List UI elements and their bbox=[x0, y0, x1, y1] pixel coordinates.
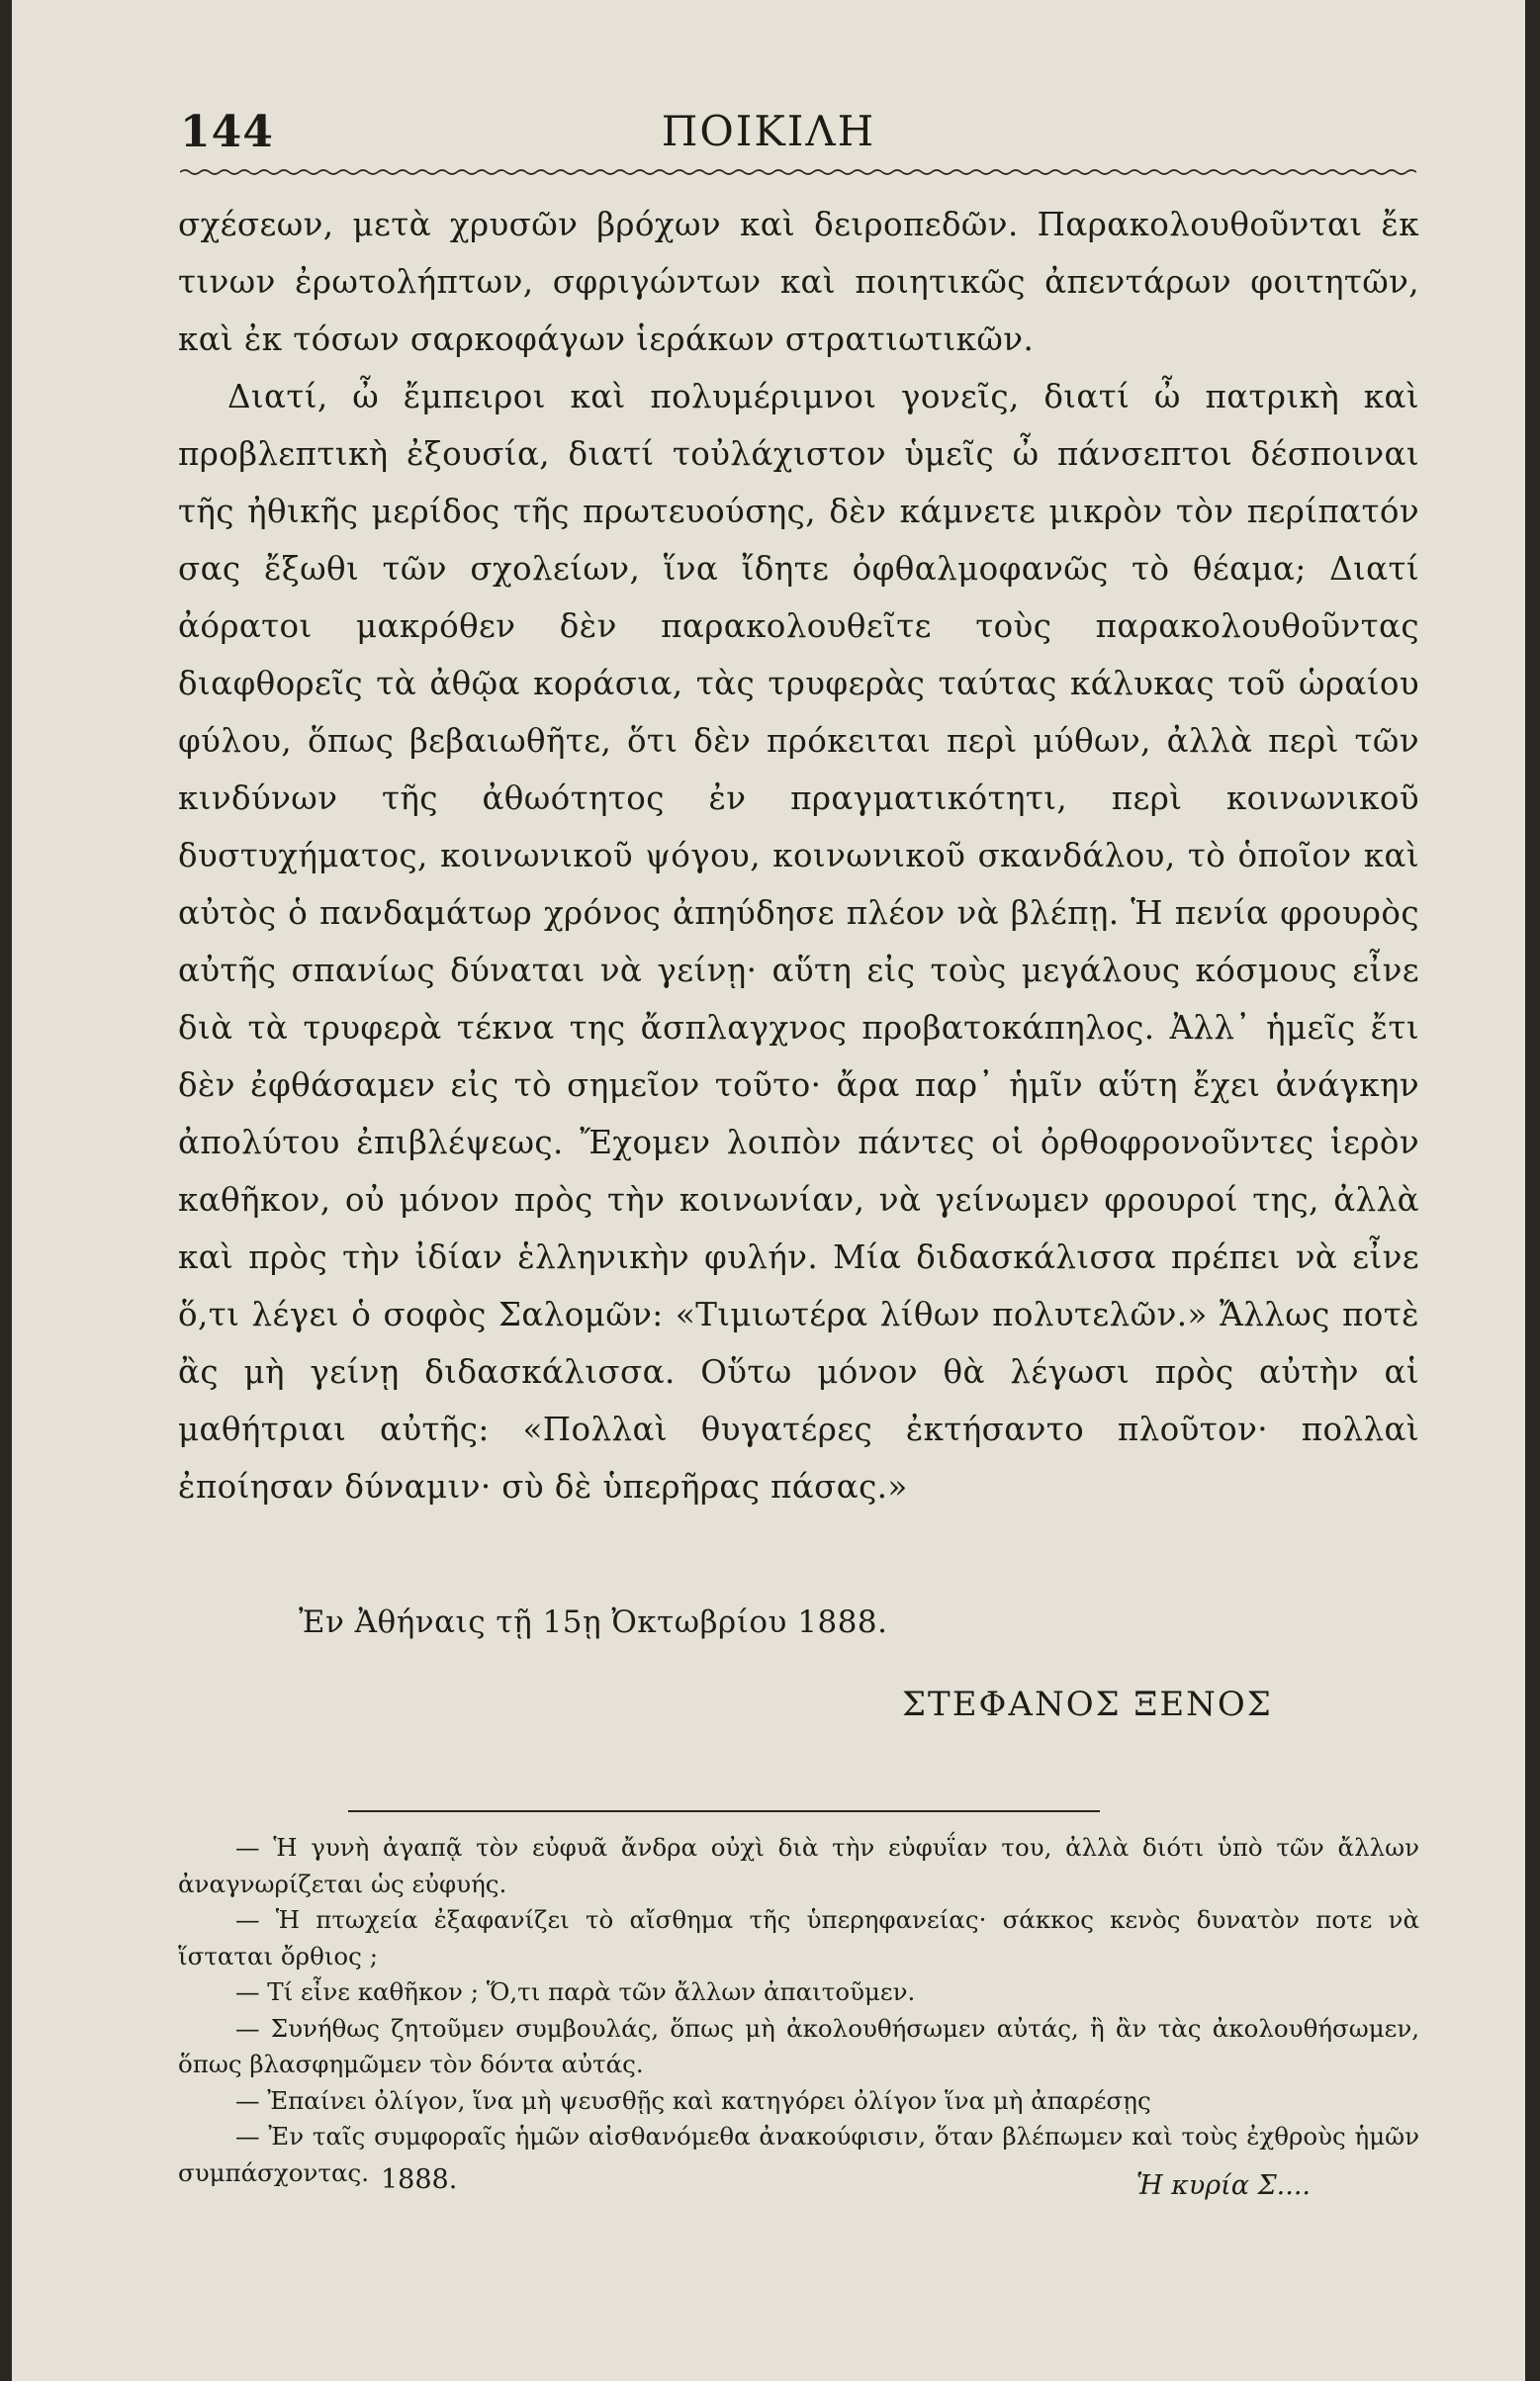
maxim: — Ἐπαίνει ὀλίγον, ἵνα μὴ ψευσθῇς καὶ κατηγόρει ὀλίγον ἵνα μὴ ἀπαρέσῃς bbox=[235, 2085, 1151, 2115]
maxim: — Συνήθως ζητοῦμεν συμβουλάς, ὅπως μὴ ἀκολουθήσωμεν αὐτάς, ἢ ἂν τὰς ἀκολουθήσωμεν, ὅπως βλασφημῶμεν τὸν δόντα αὐτάς. bbox=[178, 2013, 1419, 2078]
maxims-footer bbox=[178, 2164, 1419, 2204]
running-head: ΠΟΙΚΙΛΗ bbox=[661, 107, 876, 155]
dateline: Ἐν Ἀθήναις τῇ 15ῃ Ὀκτωβρίου 1888. bbox=[299, 1604, 888, 1640]
wavy-head-rule bbox=[180, 168, 1416, 176]
maxim: — Ἡ πτωχεία ἐξαφανίζει τὸ αἴσθημα τῆς ὑπερηφανείας· σάκκος κενὸς δυνατὸν ποτε νὰ ἵσταται ὄρθιος ; bbox=[178, 1905, 1419, 1970]
footer-author: Ἡ κυρία Σ.... bbox=[1135, 2170, 1311, 2201]
page-number: 144 bbox=[180, 107, 274, 157]
footer-year: 1888. bbox=[381, 2164, 458, 2195]
paragraph: Διατί, ὦ ἔμπειροι καὶ πολυμέριμνοι γονεῖς, διατί ὦ πατρικὴ καὶ προβλεπτικὴ ἐξουσία, διατί τοὐλάχιστον ὑμεῖς ὦ πάνσεπτοι δέσποιναι τῆς ἠθικῆς μερίδος τῆς πρωτευούσης, δὲν κάμνετε μικρὸν τὸν περίπατόν σας ἔξωθι τῶν σχολείων, ἵνα ἴδητε ὀφθαλμοφανῶς τὸ θέαμα; Διατί ἀόρατοι μακρόθεν δὲν παρακολουθεῖτε τοὺς παρακολουθοῦντας διαφθορεῖς τὰ ἀθῷα κοράσια, τὰς τρυφερὰς ταύτας κάλυκας τοῦ ὡραίου φύλου, ὅπως βεβαιωθῆτε, ὅτι δὲν πρόκειται περὶ μύθων, ἀλλὰ περὶ τῶν κινδύνων τῆς ἀθωότητος ἐν πραγματικότητι, περὶ κοινωνικοῦ δυστυχήματος, κοινωνικοῦ ψόγου, κοινωνικοῦ σκανδάλου, τὸ ὁποῖον καὶ αὐτὸς ὁ πανδαμάτωρ χρόνος ἀπηύδησε πλέον νὰ βλέπῃ. Ἡ πενία φρουρὸς αὐτῆς σπανίως δύναται νὰ γείνῃ· αὕτη εἰς τοὺς μεγάλους κόσμους εἶνε διὰ τὰ τρυφερὰ τέκνα της ἄσπλαγχνος προβατοκάπηλος. Ἀλλ᾽ ἡμεῖς ἔτι δὲν ἐφθάσαμεν εἰς τὸ σημεῖον τοῦτο· ἄρα παρ᾽ ἡμῖν αὕτη ἔχει ἀνάγκην ἀπολύτου ἐπιβλέψεως. Ἔχομεν λοιπὸν πάντες οἱ ὀρθοφρονοῦντες ἱερὸν καθῆκον, οὐ μόνον πρὸς τὴν κοινωνίαν, νὰ γείνωμεν φρουροί της, ἀλλὰ καὶ πρὸς τὴν ἰδίαν ἑλληνικὴν φυλήν. Μία διδασκάλισσα πρέπει νὰ εἶνε ὅ,τι λέγει ὁ σοφὸς Σαλομῶν: «Τιμιωτέρα λίθων πολυτελῶν.» Ἄλλως ποτὲ ἂς μὴ γείνῃ διδασκάλισσα. Οὕτω μόνον θὰ λέγωσι πρὸς αὐτὴν αἱ μαθήτριαι αὐτῆς: «Πολλαὶ θυγατέρες ἐκτήσαντο πλοῦτον· πολλαὶ ἐποίησαν δύναμιν· σὺ δὲ ὑπερῆρας πάσας.» bbox=[178, 378, 1419, 1506]
maxim: — Ἡ γυνὴ ἀγαπᾷ τὸν εὐφυᾶ ἄνδρα οὐχὶ διὰ τὴν εὐφυΐαν του, ἀλλὰ διότι ὑπὸ τῶν ἄλλων ἀναγνωρίζεται ὡς εὐφυής. bbox=[178, 1833, 1419, 1898]
article-body bbox=[178, 196, 1419, 1515]
maxim: — Τί εἶνε καθῆκον ; Ὅ,τι παρὰ τῶν ἄλλων ἀπαιτοῦμεν. bbox=[235, 1977, 916, 2006]
section-divider bbox=[348, 1810, 1100, 1812]
maxim: — Ἐν ταῖς συμφοραῖς ἡμῶν αἰσθανόμεθα ἀνακούφισιν, ὅταν βλέπωμεν καὶ τοὺς ἐχθροὺς ἡμῶν συμπάσχοντας. bbox=[178, 2122, 1419, 2187]
maxims-section bbox=[178, 1830, 1419, 2191]
paragraph: σχέσεων, μετὰ χρυσῶν βρόχων καὶ δειροπεδῶν. Παρακολουθοῦνται ἔκ τινων ἐρωτολήπτων, σφριγώντων καὶ ποιητικῶς ἀπεντάρων φοιτητῶν, καὶ ἐκ τόσων σαρκοφάγων ἱεράκων στρατιωτικῶν. bbox=[178, 206, 1419, 358]
book-page bbox=[12, 0, 1525, 2381]
author-signature: ΣΤΕΦΑΝΟΣ ΞΕΝΟΣ bbox=[902, 1685, 1273, 1724]
